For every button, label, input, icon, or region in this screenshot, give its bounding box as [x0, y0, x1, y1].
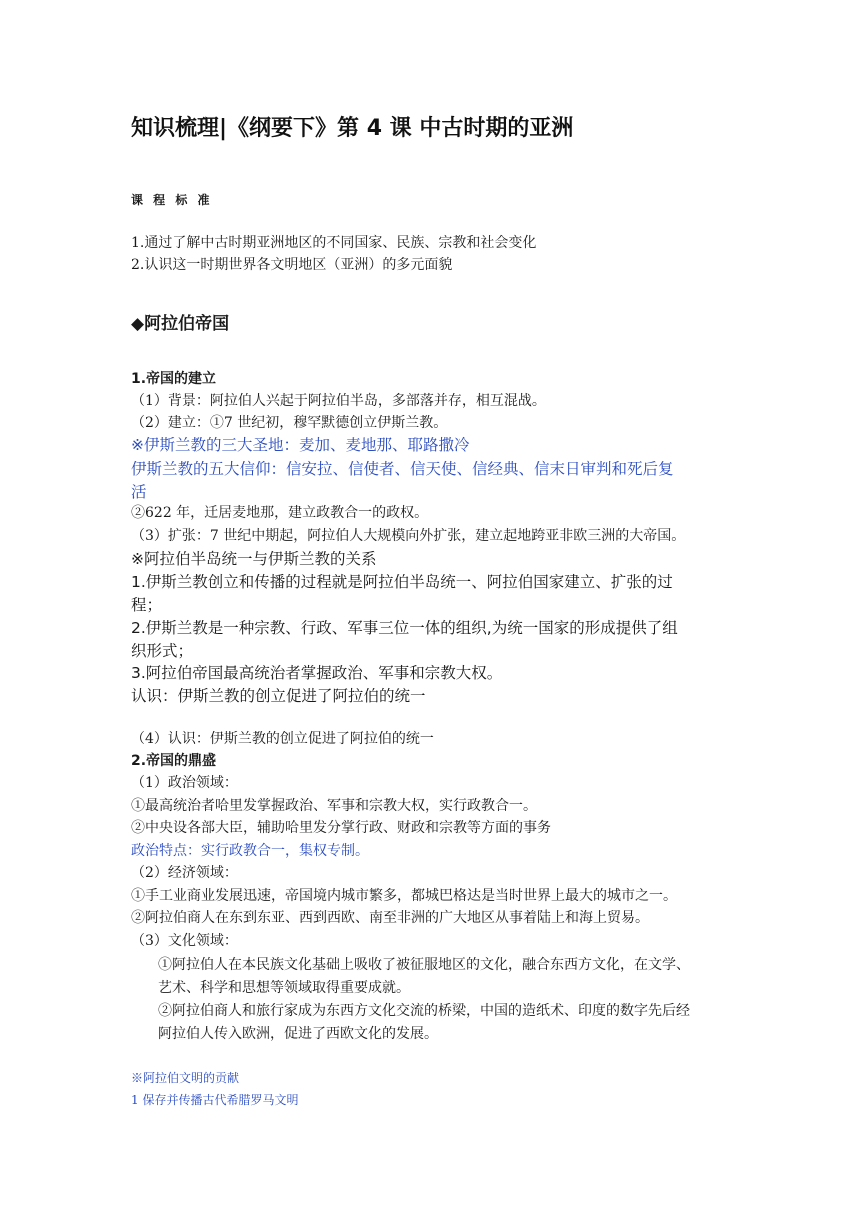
founding-establish: （2）建立：①7 世纪初，穆罕默德创立伊斯兰教。	[131, 415, 448, 431]
five-beliefs-line-1: 伊斯兰教的五大信仰：信安拉、信使者、信天使、信经典、信末日审判和死后复	[131, 460, 674, 478]
relation-1-line-1: 1.伊斯兰教创立和传播的过程就是阿拉伯半岛统一、阿拉伯国家建立、扩张的过	[131, 573, 673, 591]
standard-item-1: 1.通过了解中古时期亚洲地区的不同国家、民族、宗教和社会变化	[131, 235, 537, 251]
five-beliefs-line-2: 活	[131, 483, 147, 501]
section-heading-arab-empire: ◆阿拉伯帝国	[131, 314, 230, 334]
founding-background: （1）背景：阿拉伯人兴起于阿拉伯半岛，多部落并存，相互混战。	[131, 393, 546, 409]
culture-heading: （3）文化领域：	[131, 933, 238, 949]
culture-item-1-line-1: ①阿拉伯人在本民族文化基础上吸收了被征服地区的文化，融合东西方文化，在文学、	[158, 957, 690, 973]
culture-item-2-line-2: 阿拉伯人传入欧洲，促进了西欧文化的发展。	[158, 1026, 438, 1042]
economy-item-1: ①手工业商业发展迅速，帝国境内城市繁多，都城巴格达是当时世界上最大的城市之一。	[131, 888, 677, 904]
culture-item-2-line-1: ②阿拉伯商人和旅行家成为东西方文化交流的桥梁，中国的造纸术、印度的数字先后经	[158, 1003, 690, 1019]
relation-3: 3.阿拉伯帝国最高统治者掌握政治、军事和宗教大权。	[131, 664, 503, 682]
founding-view: （4）认识：伊斯兰教的创立促进了阿拉伯的统一	[131, 731, 434, 747]
standard-item-2: 2.认识这一时期世界各文明地区（亚洲）的多元面貌	[131, 257, 453, 273]
expansion-note: （3）扩张：7 世纪中期起，阿拉伯人大规模向外扩张，建立起地跨亚非欧三洲的大帝国。	[131, 528, 686, 544]
politics-item-2: ②中央设各部大臣，辅助哈里发分掌行政、财政和宗教等方面的事务	[131, 820, 551, 836]
contribution-title: ※阿拉伯文明的贡献	[131, 1071, 240, 1085]
subsection-title-founding: 1.帝国的建立	[131, 371, 217, 387]
relation-1-line-2: 程；	[131, 596, 163, 614]
holy-sites-note: ※伊斯兰教的三大圣地：麦加、麦地那、耶路撒冷	[131, 436, 470, 454]
relation-title: ※阿拉伯半岛统一与伊斯兰教的关系	[131, 550, 377, 568]
relation-view: 认识：伊斯兰教的创立促进了阿拉伯的统一	[131, 687, 426, 705]
politics-item-1: ①最高统治者哈里发掌握政治、军事和宗教大权，实行政教合一。	[131, 798, 537, 814]
politics-feature: 政治特点：实行政教合一，集权专制。	[131, 843, 369, 859]
subsection-title-peak: 2.帝国的鼎盛	[131, 753, 217, 769]
standard-label: 课 程 标 准	[131, 193, 213, 207]
politics-heading: （1）政治领域：	[131, 775, 238, 791]
culture-item-1-line-2: 艺术、科学和思想等领域取得重要成就。	[158, 980, 410, 996]
contribution-item-1: 1 保存并传播古代希腊罗马文明	[131, 1093, 299, 1107]
economy-item-2: ②阿拉伯商人在东到东亚、西到西欧、南至非洲的广大地区从事着陆上和海上贸易。	[131, 910, 649, 926]
page-title: 知识梳理|《纲要下》第 4 课 中古时期的亚洲	[131, 116, 574, 141]
economy-heading: （2）经济领域：	[131, 865, 238, 881]
relation-2-line-2: 织形式；	[131, 642, 194, 660]
relation-2-line-1: 2.伊斯兰教是一种宗教、行政、军事三位一体的组织,为统一国家的形成提供了组	[131, 619, 678, 637]
year-622-note: ②622 年，迁居麦地那，建立政教合一的政权。	[131, 505, 429, 521]
